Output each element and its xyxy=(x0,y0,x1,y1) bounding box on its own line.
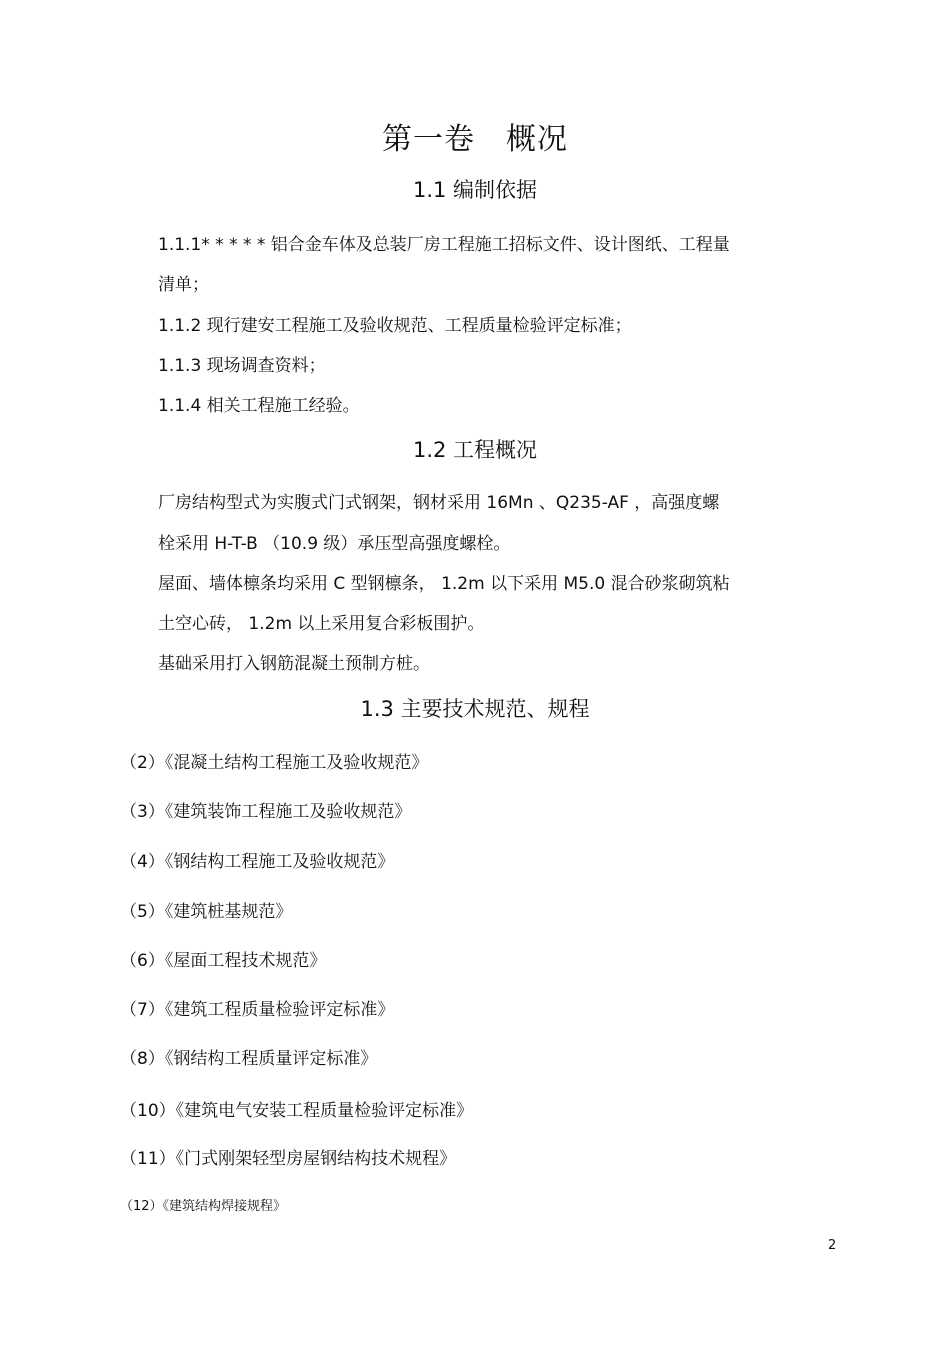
standard-item: （6）《屋面工程技术规范》 xyxy=(120,951,327,971)
standard-item: （3）《建筑装饰工程施工及验收规范》 xyxy=(120,802,412,822)
overview-paragraph-2: 屋面、墙体檩条均采用 C 型钢檩条， 1.2m 以下采用 M5.0 混合砂浆砌筑粘 xyxy=(158,574,730,594)
standard-item: （12）《建筑结构焊接规程》 xyxy=(120,1199,287,1214)
section-heading-1-1: 1.1 编制依据 xyxy=(412,178,538,202)
basis-item-1-1-2: 1.1.2 现行建安工程施工及验收规范、工程质量检验评定标准； xyxy=(158,316,632,336)
standard-item: （10）《建筑电气安装工程质量检验评定标准》 xyxy=(120,1101,474,1121)
standard-item: （8）《钢结构工程质量评定标准》 xyxy=(120,1049,378,1069)
standard-item: （4）《钢结构工程施工及验收规范》 xyxy=(120,852,395,872)
volume-title: 第一卷 概况 xyxy=(382,122,568,157)
basis-item-1-1-3: 1.1.3 现场调查资料； xyxy=(158,356,326,376)
basis-item-1-1-4: 1.1.4 相关工程施工经验。 xyxy=(158,396,360,416)
overview-paragraph-3: 基础采用打入钢筋混凝土预制方桩。 xyxy=(158,654,430,674)
overview-paragraph-2-cont: 土空心砖， 1.2m 以上采用复合彩板围护。 xyxy=(158,614,485,634)
standard-item: （5）《建筑桩基规范》 xyxy=(120,902,293,922)
standard-item: （2）《混凝土结构工程施工及验收规范》 xyxy=(120,753,429,773)
section-heading-1-2: 1.2 工程概况 xyxy=(412,438,538,462)
overview-paragraph-1-cont: 栓采用 H-T-B （10.9 级）承压型高强度螺栓。 xyxy=(158,534,511,554)
standard-item: （7）《建筑工程质量检验评定标准》 xyxy=(120,1000,395,1020)
basis-item-1-1-1: 1.1.1* * * * * 铝合金车体及总装厂房工程施工招标文件、设计图纸、工程量 xyxy=(158,235,730,255)
page-number: 2 xyxy=(828,1238,837,1253)
section-heading-1-3: 1.3 主要技术规范、规程 xyxy=(360,697,590,721)
basis-item-1-1-1-cont: 清单； xyxy=(158,275,209,295)
standard-item: （11）《门式刚架轻型房屋钢结构技术规程》 xyxy=(120,1149,457,1169)
overview-paragraph-1: 厂房结构型式为实腹式门式钢架，钢材采用 16Mn 、Q235-AF ，高强度螺 xyxy=(158,493,720,513)
